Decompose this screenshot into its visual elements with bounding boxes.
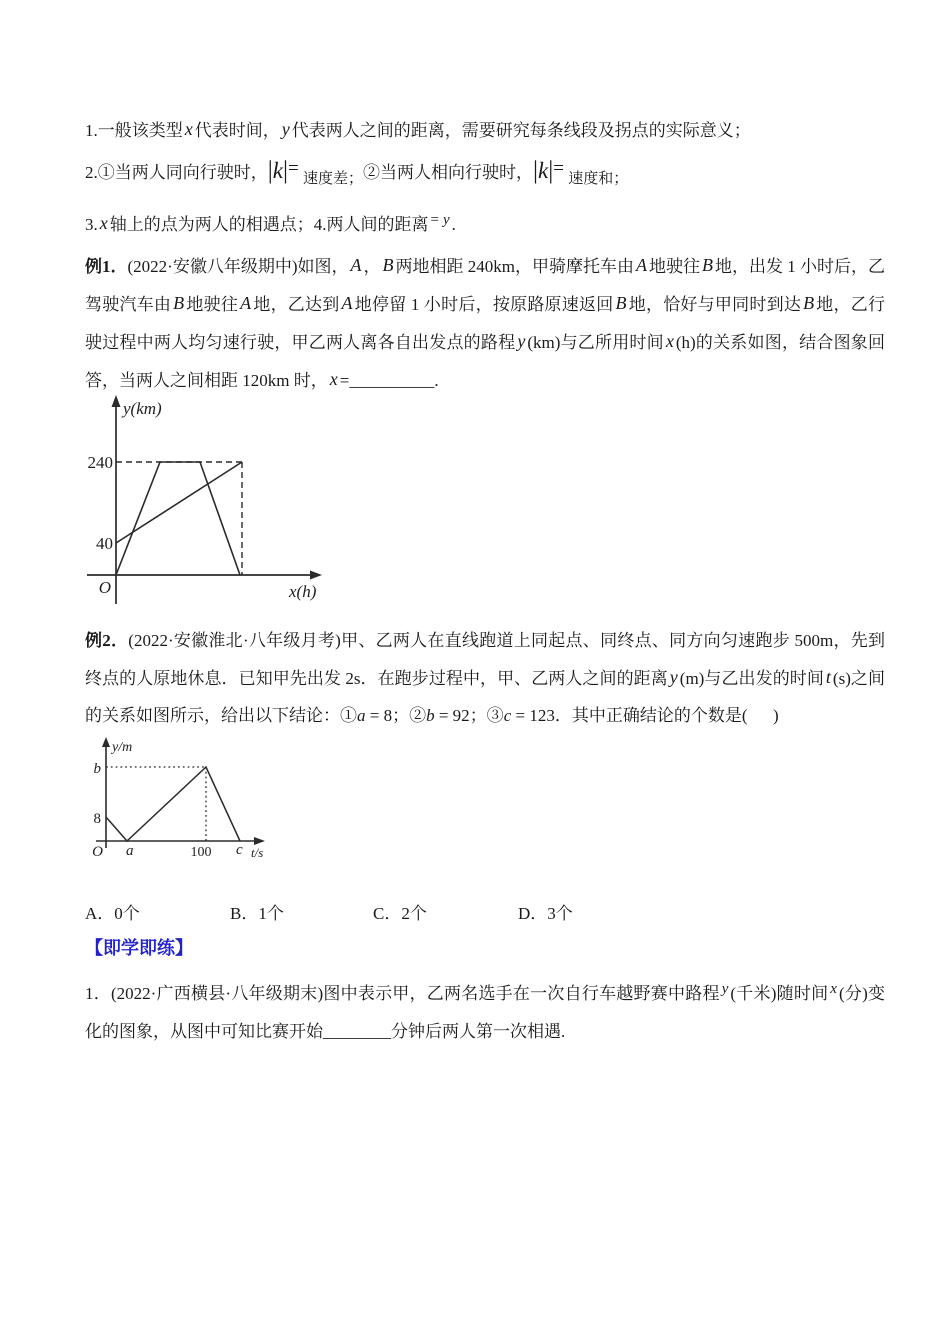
- note-3-period: .: [451, 215, 456, 234]
- example-2-label: 例2．: [85, 631, 129, 650]
- var-B: B: [803, 293, 815, 313]
- options-row: [0, 899, 950, 923]
- abs-bar-right: |: [282, 157, 288, 184]
- eq-b-value: = 92: [434, 706, 470, 725]
- var-y: y: [517, 331, 526, 351]
- equals-sign: =: [430, 212, 439, 228]
- var-x: x: [329, 369, 338, 389]
- var-c: c: [503, 706, 512, 725]
- example-1-seg: (2022·安徽八年级期中)如图，: [127, 257, 349, 276]
- tick-a: a: [126, 843, 134, 859]
- example-2-seg: ；③: [469, 706, 504, 725]
- answer-blank: (分)变化的图象，从图中可知比赛开始________分钟后两人第一次相遇.: [85, 984, 885, 1041]
- var-B: B: [702, 255, 714, 275]
- tick-240: 240: [87, 453, 113, 472]
- var-B: B: [173, 293, 185, 313]
- practice-1-seg: 1．(2022·广西横县·八年级期末)图中表示甲，乙两名选手在一次自行车越野赛中路程: [85, 984, 720, 1003]
- y-axis-arrow: [102, 737, 110, 747]
- var-A: A: [350, 255, 362, 275]
- var-A: A: [341, 293, 353, 313]
- origin-label: O: [98, 578, 111, 597]
- example-1-seg: 两地相距 240km，甲骑摩托车由: [395, 257, 635, 276]
- example-1-seg: 地，出发 1 小时后，乙驾驶汽车由: [85, 257, 886, 314]
- graph-example-1: [85, 392, 335, 610]
- example-1-seg: ，: [363, 257, 381, 276]
- example-1-seg: 地停留 1 小时后，按原路原速返回: [354, 295, 614, 314]
- var-x: x: [99, 213, 108, 233]
- example-2-seg: (2022·安徽淮北·八年级月考)甲、乙两人在直线跑道上同起点、同终点、同方向匀速跑步 500m，先到终点的人原地休息．已知甲先出发 2s．在跑步过程中，甲、乙两人之间的距离: [85, 631, 885, 688]
- origin-label: O: [92, 844, 103, 860]
- var-x: x: [830, 981, 837, 997]
- option-b: B．1个: [230, 904, 284, 923]
- y-axis-label: y/m: [112, 740, 133, 755]
- option-c: C．2个: [373, 904, 427, 923]
- var-B: B: [382, 255, 394, 275]
- tick-b: b: [93, 761, 101, 777]
- equals-sign: =: [288, 158, 299, 179]
- example-2-seg: (s)之间的关系如图所示，给出以下结论：①: [85, 669, 885, 725]
- abs-bar-right: |: [548, 157, 554, 184]
- note-3-text-a: 轴上的点为两人的相遇点；: [109, 215, 314, 234]
- option-d: D．3个: [518, 904, 573, 923]
- tick-40: 40: [96, 534, 113, 553]
- note-1-number: 1.: [85, 121, 98, 140]
- x-axis-label: x(h): [289, 582, 317, 601]
- example-2-seg: (m)与乙出发的时间: [679, 669, 824, 688]
- var-k: k: [272, 158, 283, 183]
- note-3-text-b: 4.两人间的距离: [313, 215, 429, 234]
- note-3-number: 3.: [85, 215, 98, 234]
- example-1-seg: (h)的关系如图，结合图象回答，当两人之间相距 120km 时，: [85, 333, 885, 390]
- example-1-seg: (km)与乙所用时间: [527, 333, 664, 352]
- answer-blank: =__________.: [339, 371, 439, 390]
- option-a: A．0个: [85, 904, 140, 923]
- example-1-label: 例1．: [85, 257, 128, 276]
- trapezoid-line: [116, 462, 240, 575]
- note-1-text-a: 一般该类型: [97, 121, 183, 140]
- var-a: a: [357, 706, 366, 725]
- abs-bar-left: |: [267, 157, 273, 184]
- straight-line: [116, 462, 242, 543]
- example-1-seg: 地，乙达到: [253, 295, 340, 314]
- intro-note-1: [85, 116, 751, 141]
- note-2-sub-2: 速度和；: [568, 171, 629, 187]
- section-header: 【即学即练】: [85, 938, 193, 958]
- equals-sign: =: [553, 158, 564, 179]
- var-b: b: [426, 706, 435, 725]
- x-axis-label: t/s: [251, 845, 264, 860]
- x-axis-arrow: [254, 837, 265, 845]
- note-2-text-a: ①当两人同向行驶时，: [97, 163, 268, 182]
- graph-example-2: [88, 736, 283, 864]
- distance-line: [106, 767, 240, 841]
- var-A: A: [636, 255, 648, 275]
- intro-note-3: [85, 210, 456, 235]
- practice-1-text: [85, 970, 885, 1051]
- var-y: y: [721, 981, 729, 997]
- choice-parens: ．其中正确结论的个数是( ): [554, 706, 779, 725]
- note-2-number: 2.: [85, 163, 98, 182]
- tick-100: 100: [190, 845, 212, 860]
- note-2-text-b: ②当两人相向行驶时，: [362, 163, 533, 182]
- note-1-text-c: 代表两人之间的距离，需要研究每条线段及拐点的实际意义；: [291, 121, 751, 140]
- var-x: x: [184, 119, 193, 139]
- var-k: k: [538, 158, 549, 183]
- intro-note-2: [85, 158, 628, 188]
- y-axis-label: y(km): [123, 399, 162, 418]
- example-1-seg: 地，恰好与甲同时到达: [628, 295, 802, 314]
- y-axis-arrow: [112, 395, 121, 407]
- var-y: y: [442, 212, 450, 228]
- example-2-seg: ；②: [392, 706, 427, 725]
- var-t: t: [825, 667, 831, 687]
- abs-bar-left: |: [532, 157, 538, 184]
- example-2-text: [85, 622, 885, 734]
- var-A: A: [240, 293, 252, 313]
- note-1-text-b: 代表时间，: [194, 121, 280, 140]
- var-y: y: [281, 119, 290, 139]
- var-x: x: [665, 331, 674, 351]
- var-y: y: [669, 667, 678, 687]
- practice-1-seg: (千米)随时间: [730, 984, 829, 1003]
- eq-a-value: = 8: [365, 706, 393, 725]
- x-axis-arrow: [310, 571, 322, 580]
- example-1-text: [85, 247, 885, 399]
- tick-c: c: [236, 842, 243, 858]
- eq-c-value: = 123: [511, 706, 555, 725]
- tick-8: 8: [93, 811, 101, 827]
- example-1-seg: 地驶往: [186, 295, 239, 314]
- example-1-seg: 地，乙行驶过程中两人均匀速行驶，甲乙两人离各自出发点的路程: [85, 295, 886, 352]
- note-2-sub-1: 速度差；: [302, 171, 363, 187]
- example-1-seg: 地驶往: [649, 257, 701, 276]
- var-B: B: [615, 293, 627, 313]
